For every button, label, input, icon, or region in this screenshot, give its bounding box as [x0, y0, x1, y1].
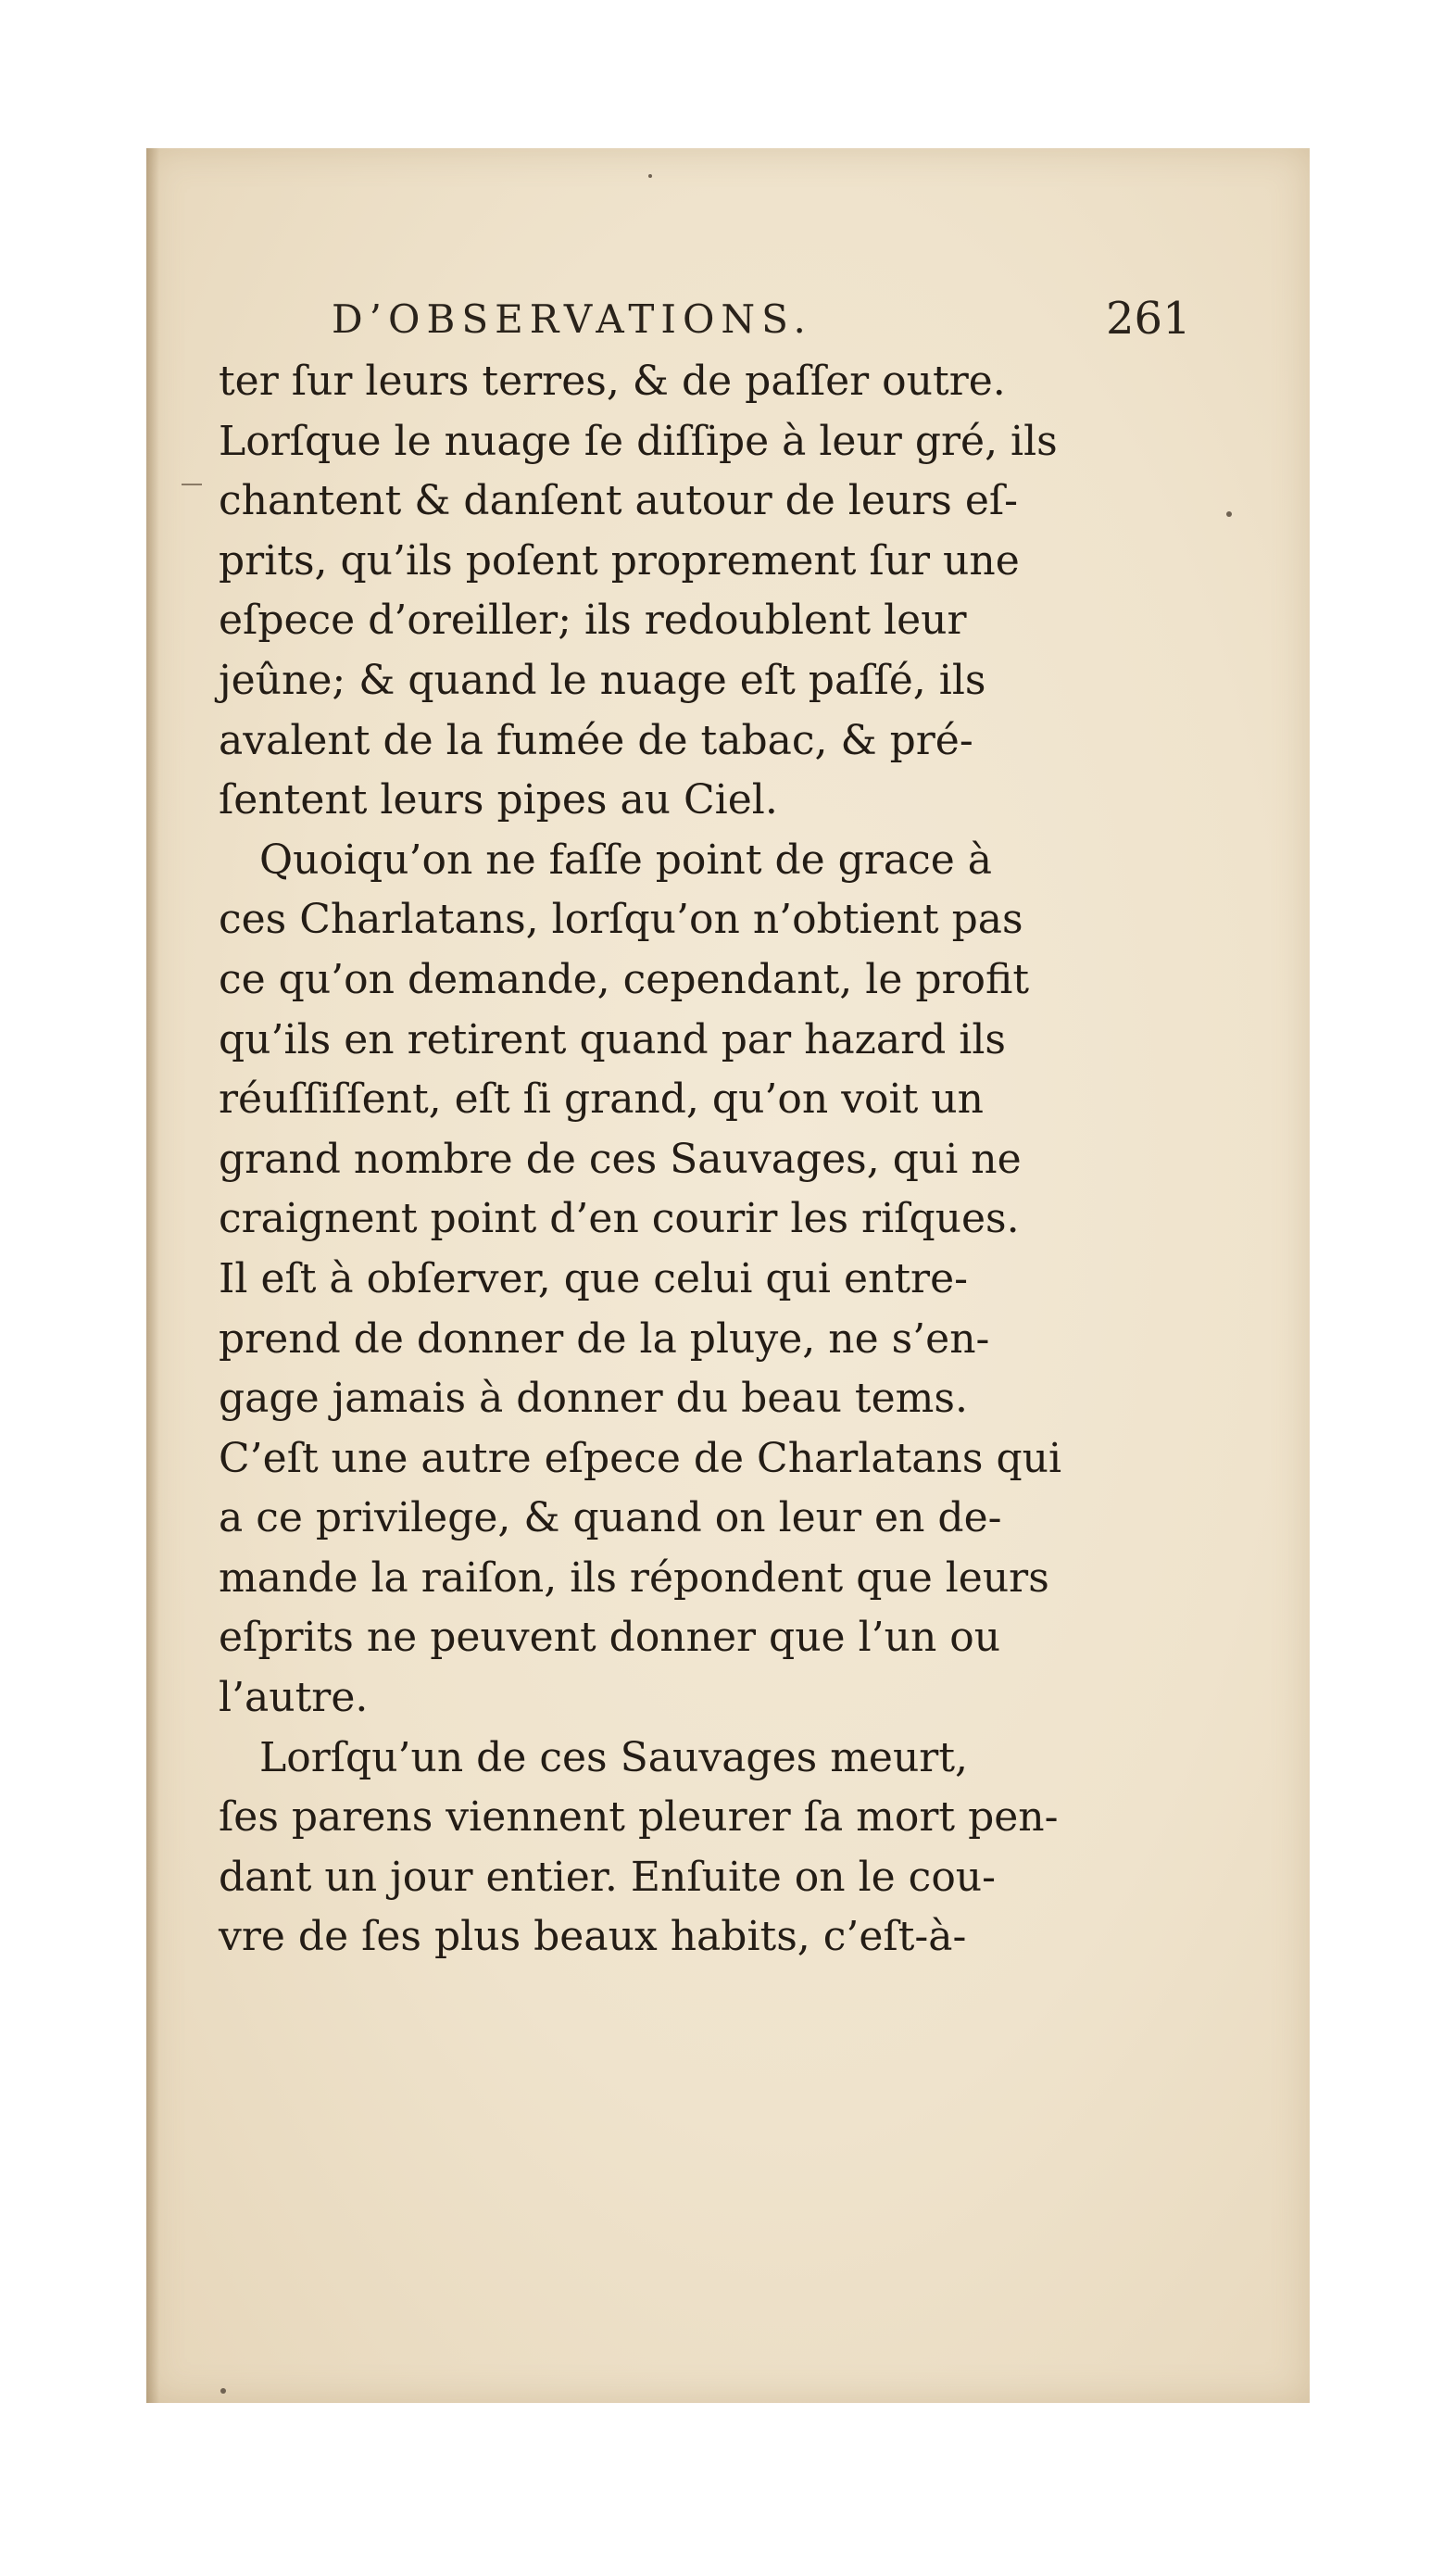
text-line: ſentent leurs pipes au Ciel. — [219, 776, 778, 824]
page-number: 261 — [1106, 293, 1191, 345]
text-line: vre de ſes plus beaux habits, c’eſt-à- — [219, 1913, 967, 1961]
text-line: prend de donner de la pluye, ne s’en- — [219, 1314, 990, 1363]
text-line: eſpece d’oreiller; ils redoublent leur — [219, 597, 967, 645]
text-line: prits, qu’ils poſent proprement ſur une — [219, 536, 1020, 585]
ink-speck — [220, 2388, 226, 2394]
text-line: mande la raiſon, ils répondent que leurs — [219, 1553, 1049, 1602]
text-line: eſprits ne peuvent donner que l’un ou — [219, 1614, 1001, 1662]
book-page — [146, 148, 1310, 2403]
text-line: a ce privilege, & quand on leur en de- — [219, 1494, 1002, 1542]
text-line: jeûne; & quand le nuage eſt paſſé, ils — [219, 656, 986, 704]
text-line: l’autre. — [219, 1674, 369, 1722]
body-text — [219, 352, 1228, 1968]
running-head — [146, 287, 1310, 352]
paragraph-start-line: Lorſqu’un de ces Sauvages meurt, — [259, 1733, 968, 1781]
running-head-title: D’OBSERVATIONS. — [332, 296, 812, 342]
margin-mark — [182, 484, 202, 485]
text-line: réuſſiſſent, eſt ſi grand, qu’on voit un — [219, 1075, 984, 1124]
text-line: chantent & danſent autour de leurs eſ- — [219, 477, 1019, 525]
text-line: grand nombre de ces Sauvages, qui ne — [219, 1135, 1022, 1183]
text-line: ces Charlatans, lorſqu’on n’obtient pas — [219, 896, 1023, 944]
text-line: ce qu’on demande, cependant, le profit — [219, 955, 1030, 1003]
text-line: Il eſt à obſerver, que celui qui entre- — [219, 1254, 968, 1302]
text-line: Lorſque le nuage ſe diſſipe à leur gré, ils — [219, 417, 1058, 465]
paragraph-start-line: Quoiqu’on ne faſſe point de grace à — [259, 836, 993, 884]
text-line: ſes parens viennent pleurer ſa mort pen- — [219, 1793, 1059, 1842]
text-line: avalent de la fumée de tabac, & pré- — [219, 716, 973, 764]
text-line: C’eſt une autre eſpece de Charlatans qui — [219, 1434, 1062, 1482]
text-line: craignent point d’en courir les riſques. — [219, 1195, 1020, 1243]
text-line: dant un jour entier. Enſuite on le cou- — [219, 1853, 997, 1901]
text-line: ter ſur leurs terres, & de paſſer outre. — [219, 358, 1006, 405]
ink-speck — [648, 174, 652, 178]
text-line: qu’ils en retirent quand par hazard ils — [219, 1015, 1007, 1063]
text-line: gage jamais à donner du beau tems. — [219, 1375, 968, 1423]
